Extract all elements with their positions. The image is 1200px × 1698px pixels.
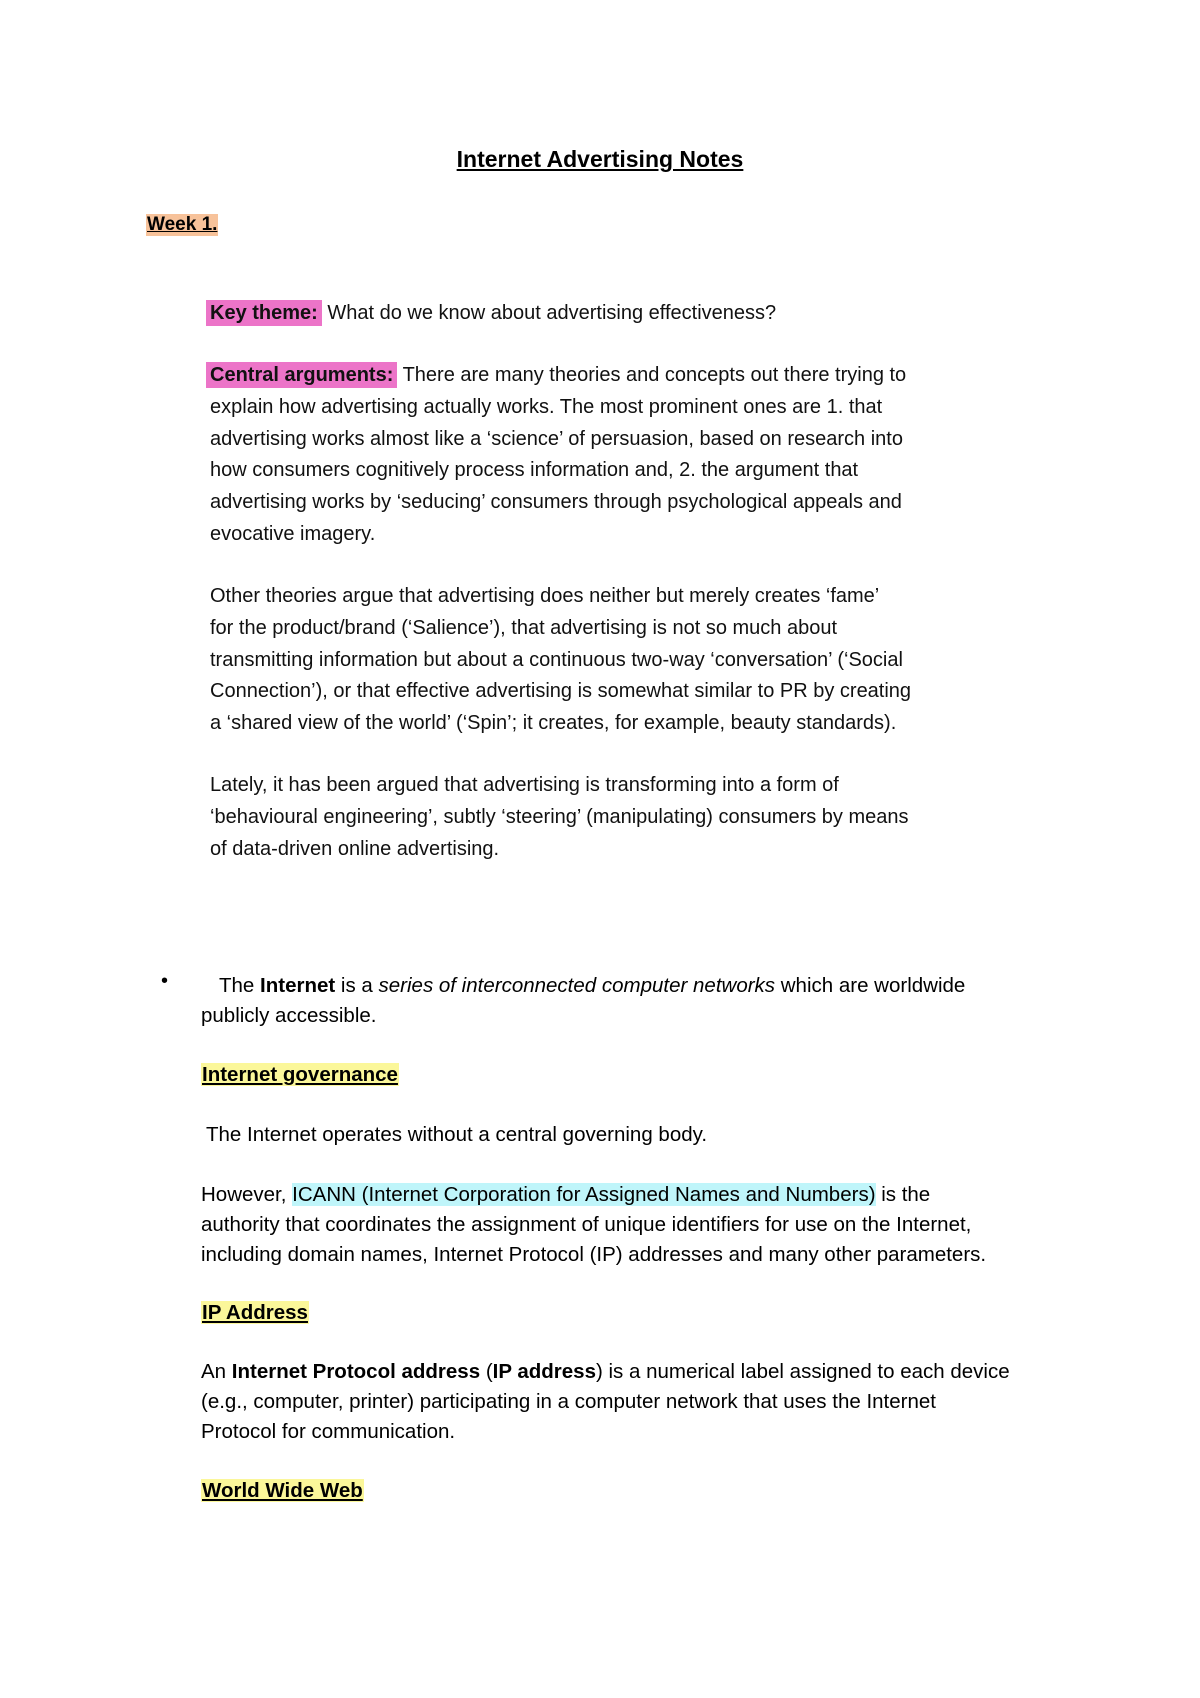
key-theme-paragraph (210, 298, 1010, 330)
central-body-paragraph: The Internet operates without a central governing body. (206, 1123, 708, 1146)
ip-address-heading-row (201, 1298, 1081, 1328)
ip-address-heading: IP Address (202, 1301, 308, 1324)
central-arguments-label: Central arguments: (206, 362, 397, 388)
ip-line3: Protocol for communication. (201, 1420, 456, 1443)
lately-line: of data-driven online advertising. (210, 837, 500, 860)
icann-however: However, (201, 1183, 293, 1206)
central-arguments-line: advertising works almost like a ‘science’ of persuasion, based on research into (210, 427, 903, 450)
central-arguments-line: advertising works by ‘seducing’ consumers through psychological appeals and (210, 491, 902, 514)
other-theories-line: a ‘shared view of the world’ (‘Spin’; it creates, for example, beauty standards). (210, 712, 897, 735)
other-theories-line: Other theories argue that advertising does neither but merely creates ‘fame’ (210, 585, 880, 607)
other-theories-line: transmitting information but about a continuous two-way ‘conversation’ (‘Social (210, 648, 903, 671)
other-theories-paragraph (210, 581, 1010, 740)
other-theories-line: for the product/brand (‘Salience’), that advertising is not so much about (210, 616, 838, 639)
icann-paragraph (201, 1180, 1081, 1270)
page-title: Internet Advertising Notes (456, 146, 744, 172)
other-theories-line: Connection’), or that effective advertising is somewhat similar to PR by creating (210, 680, 912, 703)
week-heading: Week 1. (147, 214, 218, 235)
internet-def-line2: publicly accessible. (201, 1004, 377, 1027)
key-theme-text: What do we know about advertising effectiveness? (321, 302, 777, 324)
internet-governance-heading-row (201, 1060, 1081, 1090)
internet-def-pre: The (219, 974, 261, 997)
icann-highlight: ICANN (Internet Corporation for Assigned Names and Numbers) (292, 1183, 876, 1206)
ip-address-paragraph (201, 1357, 1081, 1447)
lately-line: Lately, it has been argued that advertising is transforming into a form of (210, 774, 839, 796)
internet-def-term: Internet (260, 974, 336, 997)
lately-line: ‘behavioural engineering’, subtly ‘steering’ (manipulating) consumers by means (210, 805, 909, 828)
internet-def-italic: series of interconnected computer networks (378, 974, 776, 997)
lately-paragraph (210, 770, 1010, 865)
internet-def-mid: is a (335, 974, 379, 997)
icann-line2: authority that coordinates the assignment of unique identifiers for use on the Internet, (201, 1213, 972, 1236)
central-arguments-paragraph (210, 360, 1010, 551)
bullet-point: • (161, 970, 169, 992)
www-heading-row (201, 1476, 1081, 1506)
ip-bold-term: Internet Protocol address (231, 1360, 481, 1383)
internet-governance-heading: Internet governance (202, 1063, 398, 1086)
ip-paren: ( (480, 1360, 493, 1383)
central-arguments-line: explain how advertising actually works. The most prominent ones are 1. that (210, 395, 883, 418)
ip-rest: ) is a numerical label assigned to each device (595, 1360, 1010, 1383)
ip-line2: (e.g., computer, printer) participating in a computer network that uses the Internet (201, 1390, 936, 1413)
central-arguments-first-line: There are many theories and concepts out there trying to (397, 364, 907, 386)
central-arguments-line: evocative imagery. (210, 522, 376, 545)
internet-def-post: which are worldwide (775, 974, 966, 997)
icann-after: is the (875, 1183, 931, 1206)
www-heading: World Wide Web (202, 1479, 363, 1502)
internet-definition (201, 971, 1081, 1031)
central-arguments-line: how consumers cognitively process information and, 2. the argument that (210, 459, 859, 482)
ip-bold-abbrev: IP address (492, 1360, 596, 1383)
ip-an: An (201, 1360, 232, 1383)
icann-line3: including domain names, Internet Protocol (IP) addresses and many other parameters. (201, 1243, 987, 1266)
key-theme-label: Key theme: (206, 300, 322, 326)
